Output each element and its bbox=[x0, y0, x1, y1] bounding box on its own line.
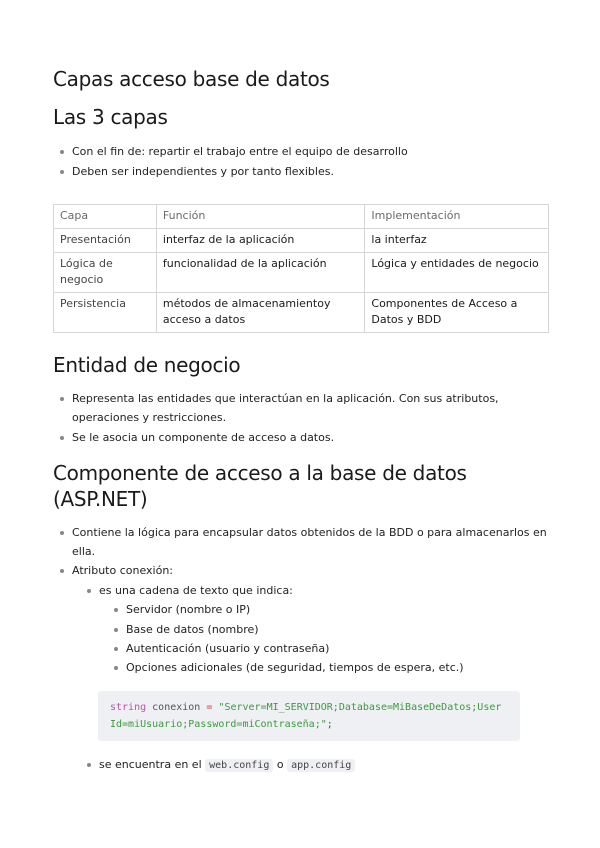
table-header: Capa bbox=[54, 205, 157, 229]
inline-code: app.config bbox=[287, 759, 355, 772]
code-string: "Server=MI_SERVIDOR;Database=MiBaseDeDatos;User bbox=[218, 702, 502, 713]
table-row bbox=[54, 293, 549, 333]
list-item: Se le asocia un componente de acceso a datos. bbox=[72, 428, 334, 447]
table-cell: Lógica de negocio bbox=[54, 253, 157, 293]
sub-sub-list-item: Opciones adicionales (de seguridad, tiempos de espera, etc.) bbox=[126, 658, 464, 677]
sub-list-item: es una cadena de texto que indica: bbox=[99, 581, 293, 600]
page-title: Capas acceso base de datos bbox=[53, 67, 330, 91]
table-cell: métodos de almacenamientoy acceso a datos bbox=[156, 293, 365, 333]
table-header: Implementación bbox=[365, 205, 549, 229]
code-terminator: ; bbox=[326, 719, 333, 730]
code-operator: = bbox=[206, 702, 213, 713]
table-cell: funcionalidad de la aplicación bbox=[156, 253, 365, 293]
code-string: Id=miUsuario;Password=miContraseña;" bbox=[110, 719, 327, 730]
layers-table bbox=[53, 204, 549, 333]
sub-sub-list-item: Autenticación (usuario y contraseña) bbox=[126, 639, 329, 658]
sub-list-item bbox=[99, 755, 355, 775]
table-header: Función bbox=[156, 205, 365, 229]
list-item: Con el fin de: repartir el trabajo entre el equipo de desarrollo bbox=[72, 142, 408, 161]
table-row bbox=[54, 229, 549, 253]
config-prefix: se encuentra en el bbox=[99, 758, 202, 771]
table-cell: Componentes de Acceso a Datos y BDD bbox=[365, 293, 549, 333]
code-identifier: conexion bbox=[152, 702, 201, 713]
list-item: Deben ser independientes y por tanto flexibles. bbox=[72, 162, 334, 181]
list-item: Contiene la lógica para encapsular datos obtenidos de la BDD o para almacenarlos en ella. bbox=[72, 523, 550, 561]
inline-code: web.config bbox=[205, 759, 273, 772]
table-row bbox=[54, 253, 549, 293]
table-cell: Persistencia bbox=[54, 293, 157, 333]
table-cell: Lógica y entidades de negocio bbox=[365, 253, 549, 293]
sub-sub-list-item: Servidor (nombre o IP) bbox=[126, 600, 250, 619]
table-cell: la interfaz bbox=[365, 229, 549, 253]
sub-sub-list-item: Base de datos (nombre) bbox=[126, 620, 259, 639]
code-block bbox=[98, 691, 520, 741]
list-item: Atributo conexión: bbox=[72, 561, 173, 580]
heading-entidad: Entidad de negocio bbox=[53, 353, 241, 377]
table-cell: Presentación bbox=[54, 229, 157, 253]
heading-componente: Componente de acceso a la base de datos (ASP.NET) bbox=[53, 461, 467, 511]
config-joiner: o bbox=[276, 758, 284, 771]
list-item: Representa las entidades que interactúan en la aplicación. Con sus atributos, operaciones y restricciones. bbox=[72, 389, 550, 427]
code-keyword: string bbox=[110, 702, 147, 713]
table-header-row bbox=[54, 205, 549, 229]
heading-capas: Las 3 capas bbox=[53, 105, 168, 129]
table-cell: interfaz de la aplicación bbox=[156, 229, 365, 253]
